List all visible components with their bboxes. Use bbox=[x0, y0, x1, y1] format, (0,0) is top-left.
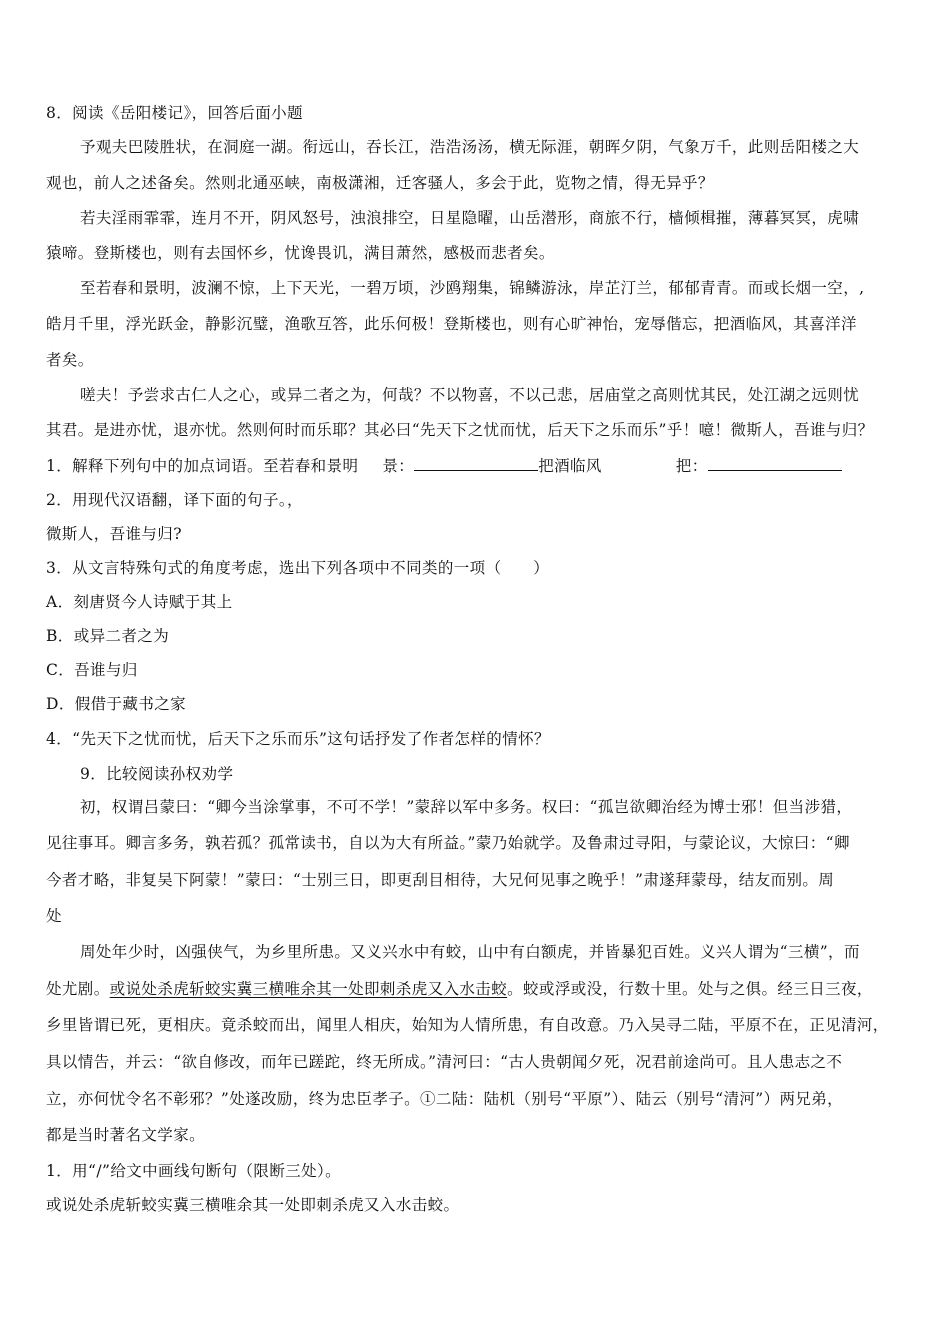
q8-sub3: 3．从文言特殊句式的角度考虑，选出下列各项中不同类的一项（ ） bbox=[46, 559, 550, 577]
q8-passage-line: 若夫淫雨霏霏，连月不开，阴风怒号，浊浪排空，日星隐曜，山岳潜形，商旅不行，樯倾楫摧，薄暮冥冥，虎啸 bbox=[80, 209, 860, 227]
q8-sub1 bbox=[46, 455, 906, 476]
q8-passage-line: 其君。是进亦忧，退亦忧。然则何时而乐耶？其必曰“先天下之忧而忧，后天下之乐而乐”乎！噫！微斯人，吾谁与归？ bbox=[46, 421, 874, 439]
q9-passage1-line: 处 bbox=[46, 907, 62, 925]
q8-passage-line: 猿啼。登斯楼也，则有去国怀乡，忧谗畏讥，满目萧然，感极而悲者矣。 bbox=[46, 244, 555, 262]
q8-sub1-label-b: 把： bbox=[675, 457, 708, 475]
q8-sub3-option: C．吾谁与归 bbox=[46, 661, 138, 679]
q8-sub1-label-a: 景： bbox=[382, 457, 415, 475]
q8-sub1-mid: 把酒临风 bbox=[538, 457, 602, 475]
answer-blank-jing[interactable] bbox=[414, 455, 538, 471]
q8-sub3-option: A．刻唐贤今人诗赋于其上 bbox=[46, 593, 233, 611]
q9-sub1-sentence: 或说处杀虎斩蛟实冀三横唯余其一处即刺杀虎又入水击蛟。 bbox=[46, 1196, 460, 1214]
q8-passage-line: 予观夫巴陵胜状，在洞庭一湖。衔远山，吞长江，浩浩汤汤，横无际涯，朝晖夕阴，气象万千，此则岳阳楼之大 bbox=[80, 138, 860, 156]
q9-passage1-line: 今者才略，非复吴下阿蒙！”蒙曰：“士别三日，即更刮目相待，大兄何见事之晚乎！”肃遂拜蒙母，结友而别。周 bbox=[46, 871, 835, 889]
q9-sub1: 1．用“/”给文中画线句断句（限断三处）。 bbox=[46, 1162, 342, 1180]
q9-passage2-line: 具以情告，并云：“欲自修改，而年已蹉跎，终无所成。”清河曰：“古人贵朝闻夕死，况君前途尚可。且人患志之不 bbox=[46, 1053, 843, 1071]
q9-passage2-line: 周处年少时，凶强侠气，为乡里所患。又义兴水中有蛟，山中有白额虎，并皆暴犯百姓。义兴人谓为“三横”，而 bbox=[80, 943, 860, 961]
q9-passage2-pre: 处尤剧。 bbox=[46, 980, 110, 998]
q9-passage1-line: 见往事耳。卿言多务，孰若孤？孤常读书，自以为大有所益。”蒙乃始就学。及鲁肃过寻阳，与蒙论议，大惊曰：“卿 bbox=[46, 834, 850, 852]
q9-passage2-line: 都是当时著名文学家。 bbox=[46, 1126, 206, 1144]
q9-passage2-post: 。蛟或浮或没，行数十里。处与之俱。经三日三夜， bbox=[507, 980, 873, 998]
answer-blank-ba[interactable] bbox=[708, 455, 842, 471]
q8-passage-line: 皓月千里，浮光跃金，静影沉璧，渔歌互答，此乐何极！登斯楼也，则有心旷神怡，宠辱偕忘，把酒临风，其喜洋洋 bbox=[46, 315, 857, 333]
q8-passage-line: 至若春和景明，波澜不惊，上下天光，一碧万顷，沙鸥翔集，锦鳞游泳，岸芷汀兰，郁郁青青。而或长烟一空，, bbox=[80, 279, 865, 297]
q9-passage2-line bbox=[46, 979, 906, 999]
q8-sub2-sentence: 微斯人，吾谁与归? bbox=[46, 525, 182, 543]
q8-sub4: 4．“先天下之忧而忧，后天下之乐而乐”这句话抒发了作者怎样的情怀？ bbox=[46, 730, 550, 748]
q8-sub2: 2．用现代汉语翻，译下面的句子。， bbox=[46, 491, 303, 509]
underlined-sentence: 或说处杀虎斩蛟实冀三横唯余其一处即刺杀虎又入水击蛟 bbox=[109, 980, 508, 998]
q8-title: 8．阅读《岳阳楼记》，回答后面小题 bbox=[46, 104, 303, 122]
q9-title: 9．比较阅读孙权劝学 bbox=[80, 765, 234, 783]
q8-passage-line: 嗟夫！予尝求古仁人之心，或异二者之为，何哉？不以物喜，不以己悲，居庙堂之高则忧其民，处江湖之远则忧 bbox=[80, 386, 860, 404]
q9-passage1-line: 初，权谓吕蒙曰：“卿今当涂掌事，不可不学！”蒙辞以军中多务。权曰：“孤岂欲卿治经为博士邪！但当涉猎， bbox=[80, 798, 853, 816]
q8-sub3-option: B．或异二者之为 bbox=[46, 627, 170, 645]
q9-passage2-line: 立，亦何忧令名不彰邪？”处遂改励，终为忠臣孝子。①二陆：陆机（别号“平原”）、陆云（别号“清河”）两兄弟， bbox=[46, 1090, 844, 1108]
q8-sub1-prefix: 1．解释下列句中的加点词语。至若春和景明 bbox=[46, 457, 359, 475]
q8-passage-line: 者矣。 bbox=[46, 351, 94, 369]
q8-passage-line: 观也，前人之述备矣。然则北通巫峡，南极潇湘，迁客骚人，多会于此，览物之情，得无异乎？ bbox=[46, 174, 714, 192]
q8-sub3-option: D．假借于藏书之家 bbox=[46, 695, 187, 713]
q9-passage2-line: 乡里皆谓已死，更相庆。竟杀蛟而出，闻里人相庆，始知为人情所患，有自改意。乃入吴寻二陆，平原不在，正见清河， bbox=[46, 1016, 889, 1034]
